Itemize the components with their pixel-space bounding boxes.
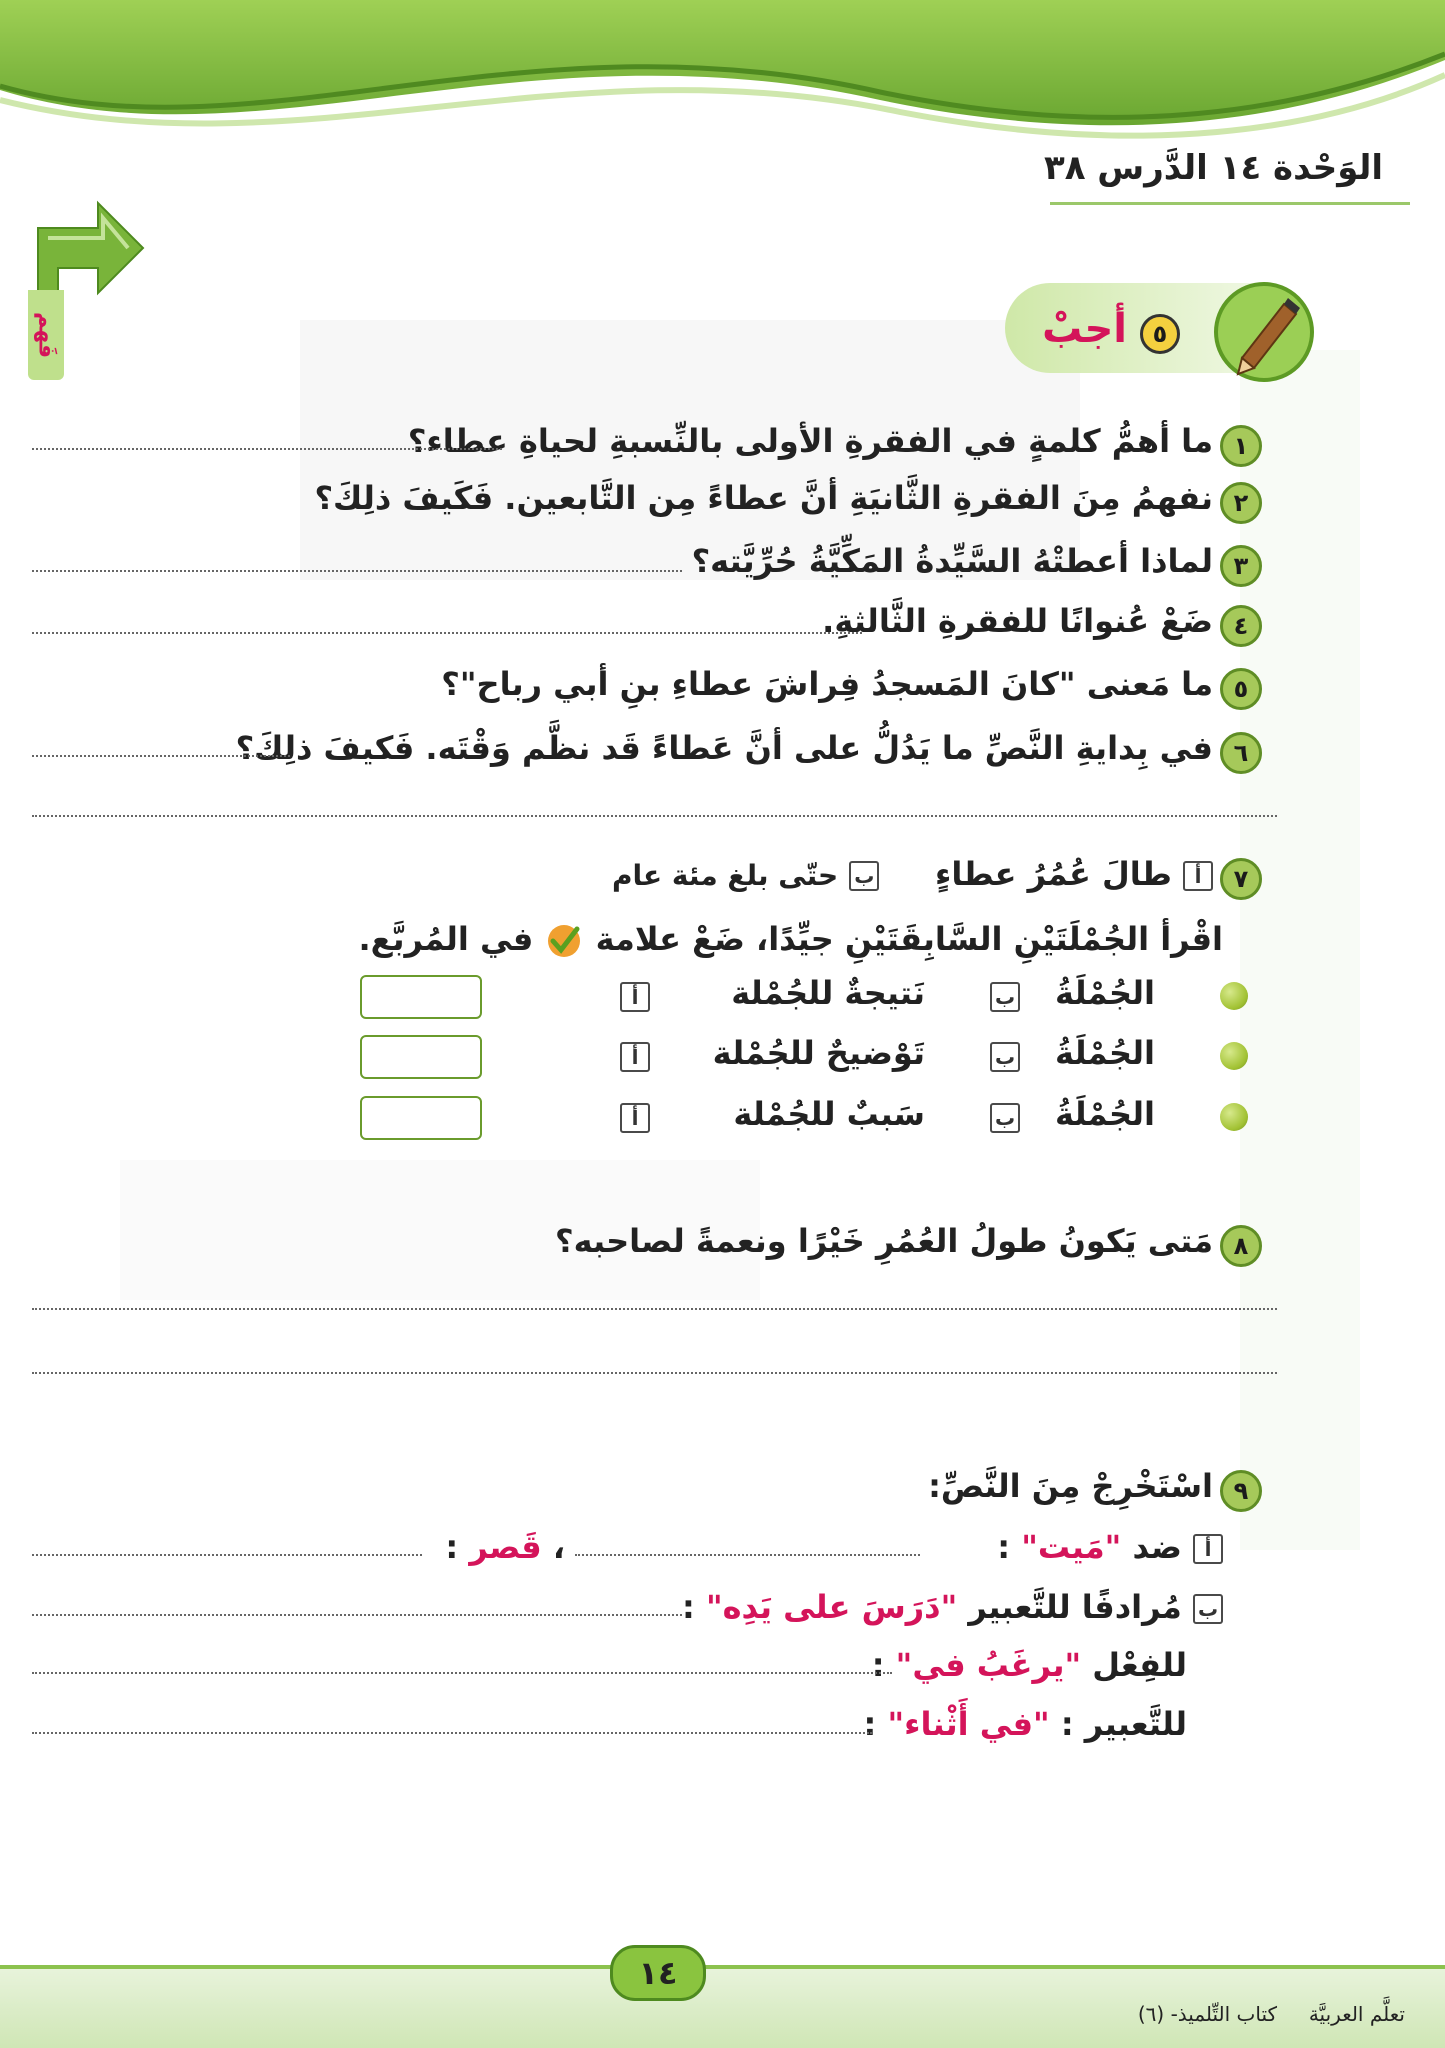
q3-answer-line[interactable]: [32, 570, 682, 572]
q9d-prefix: للتَّعبير :: [1060, 1705, 1187, 1743]
q9a-letter: أ: [1193, 1534, 1223, 1564]
row2-letter-b: ب: [990, 1042, 1020, 1072]
q7-part-a: طالَ عُمُرُ عطاءٍ: [935, 855, 1172, 893]
row1-left: الجُمْلَةُ: [1055, 974, 1155, 1012]
q9a-prefix: ضد: [1132, 1528, 1182, 1566]
row2-left: الجُمْلَةُ: [1055, 1034, 1155, 1072]
q9a-row: [997, 1528, 1223, 1566]
row1-dot: [1220, 982, 1248, 1010]
q6-text: في بِدايةِ النَّصِّ ما يَدُلُّ على أنَّ عَطاءً قَد نظَّم وَقْتَه. فَكيفَ ذلِكَ؟: [235, 729, 1213, 767]
q6-number: ٦: [1220, 732, 1262, 774]
row3-letter-b: ب: [990, 1103, 1020, 1133]
q7-letter-b: ب: [849, 861, 879, 891]
comprehension-tab-label: فَهم: [33, 311, 59, 359]
row2-letter-a: أ: [620, 1042, 650, 1072]
row1-answer-box[interactable]: [360, 975, 482, 1019]
q9d-colon: :: [863, 1705, 877, 1743]
q9-title: اسْتَخْرِجْ مِنَ النَّصِّ:: [928, 1467, 1213, 1505]
q3-number: ٣: [1220, 545, 1262, 587]
q9-number: ٩: [1220, 1470, 1262, 1512]
row1-middle: نَتيجةٌ للجُمْلة: [731, 974, 925, 1012]
section-number-badge: [1140, 314, 1180, 354]
section-title-text: أجبْ: [1042, 306, 1127, 352]
row1-letter-a: أ: [620, 982, 650, 1012]
book-subtitle: كتاب التِّلميذ- (٦): [1137, 2002, 1278, 2026]
q2-number: ٢: [1220, 482, 1262, 524]
q7-instruction-text: اقْرأ الجُمْلَتَيْنِ السَّابِقَتَيْنِ جيِّدًا، ضَعْ علامة: [595, 920, 1223, 958]
q1-answer-line[interactable]: [32, 448, 502, 450]
q7-part-b: حتّى بلغ مئة عام: [612, 859, 839, 892]
row3-left: الجُمْلَةُ: [1055, 1095, 1155, 1133]
q9c-colon: :: [871, 1646, 885, 1684]
page-number-badge: [610, 1945, 706, 2001]
q9b-answer-line[interactable]: [32, 1614, 682, 1616]
q9a-answer-line-1[interactable]: [575, 1554, 920, 1556]
header-underline: [1050, 200, 1410, 208]
q8-text: مَتى يَكونُ طولُ العُمُرِ خَيْرًا ونعمةً لصاحبه؟: [555, 1222, 1213, 1260]
q1-number: ١: [1220, 425, 1262, 467]
row3-dot: [1220, 1103, 1248, 1131]
q9a-colon: :: [997, 1528, 1011, 1566]
q6-answer-line-1[interactable]: [32, 755, 290, 757]
q9b-colon: :: [682, 1588, 695, 1626]
q9a-second: [445, 1528, 565, 1566]
q9c-answer-line[interactable]: [32, 1672, 892, 1674]
q9a-sep: ،: [552, 1528, 565, 1566]
q7-sentences: [612, 855, 1213, 893]
footer-band: [0, 1935, 1445, 2048]
checkmark-icon: [544, 923, 584, 959]
q9c-row: [872, 1646, 1187, 1684]
q9b-word: "دَرَسَ على يَدِه": [705, 1588, 958, 1626]
top-banner: [0, 0, 1445, 150]
q6-answer-line-2[interactable]: [32, 815, 1277, 817]
row2-dot: [1220, 1042, 1248, 1070]
q3-text: لماذا أعطتْهُ السَّيِّدةُ المَكِّيَّةُ حُرِّيَّته؟: [691, 542, 1213, 580]
comprehension-tab: [28, 290, 64, 380]
q9b-letter: ب: [1193, 1594, 1223, 1624]
q8-answer-line-1[interactable]: [32, 1308, 1277, 1310]
section-title: [1042, 306, 1127, 352]
q8-answer-line-2[interactable]: [32, 1372, 1277, 1374]
q4-answer-line[interactable]: [32, 632, 862, 634]
q9a-answer-line-2[interactable]: [32, 1554, 422, 1556]
q4-number: ٤: [1220, 605, 1262, 647]
q9c-word: "يرغَبُ في": [895, 1646, 1082, 1684]
q9b-prefix: مُرادفًا للتَّعبير: [968, 1588, 1182, 1626]
q5-text: ما مَعنى "كانَ المَسجدُ فِراشَ عطاءِ بنِ أبي رباح"؟: [441, 665, 1213, 703]
row3-answer-box[interactable]: [360, 1096, 482, 1140]
q7-number: ٧: [1220, 858, 1262, 900]
book-title-row: [1138, 2002, 1405, 2026]
unit-lesson-text: الوَحْدة ١٤ الدَّرس ٣٨: [1043, 148, 1383, 188]
q9a-word1: "مَيت": [1021, 1528, 1122, 1566]
q9d-word: "في أَثْناء": [887, 1705, 1050, 1743]
q7-instruction: [358, 920, 1223, 959]
row2-middle: تَوْضيحٌ للجُمْلة: [712, 1034, 925, 1072]
q7-instruction-end: في المُربَّع.: [358, 920, 534, 958]
q8-number: ٨: [1220, 1225, 1262, 1267]
book-title: تعلَّم العربيَّة: [1308, 2002, 1405, 2026]
row2-answer-box[interactable]: [360, 1035, 482, 1079]
row1-letter-b: ب: [990, 982, 1020, 1012]
q2-text: نفهمُ مِنَ الفقرةِ الثَّانيَةِ أنَّ عطاءً مِن التَّابعين. فَكَيفَ ذلِكَ؟: [314, 479, 1213, 517]
q9c-prefix: للفِعْل: [1092, 1646, 1187, 1684]
q4-text: ضَعْ عُنوانًا للفقرةِ الثَّالثةِ.: [822, 602, 1213, 640]
q9a-colon2: :: [445, 1528, 459, 1566]
q9d-answer-line[interactable]: [32, 1732, 872, 1734]
q5-number: ٥: [1220, 668, 1262, 710]
q9d-row: [864, 1705, 1187, 1743]
q7-letter-a: أ: [1183, 861, 1213, 891]
q1-text: ما أهمُّ كلمةٍ في الفقرةِ الأولى بالنِّسبةِ لحياةِ عطاء؟: [407, 422, 1213, 460]
unit-lesson-header: [1044, 148, 1383, 188]
section-number: ٥: [1152, 320, 1168, 348]
q9b-row: [682, 1588, 1223, 1626]
page-number: ١٤: [638, 1954, 678, 1992]
q9a-word2: قَصر: [469, 1528, 542, 1566]
row3-letter-a: أ: [620, 1103, 650, 1133]
pencil-icon: [1212, 280, 1316, 384]
row3-middle: سَببٌ للجُمْلة: [733, 1095, 925, 1133]
